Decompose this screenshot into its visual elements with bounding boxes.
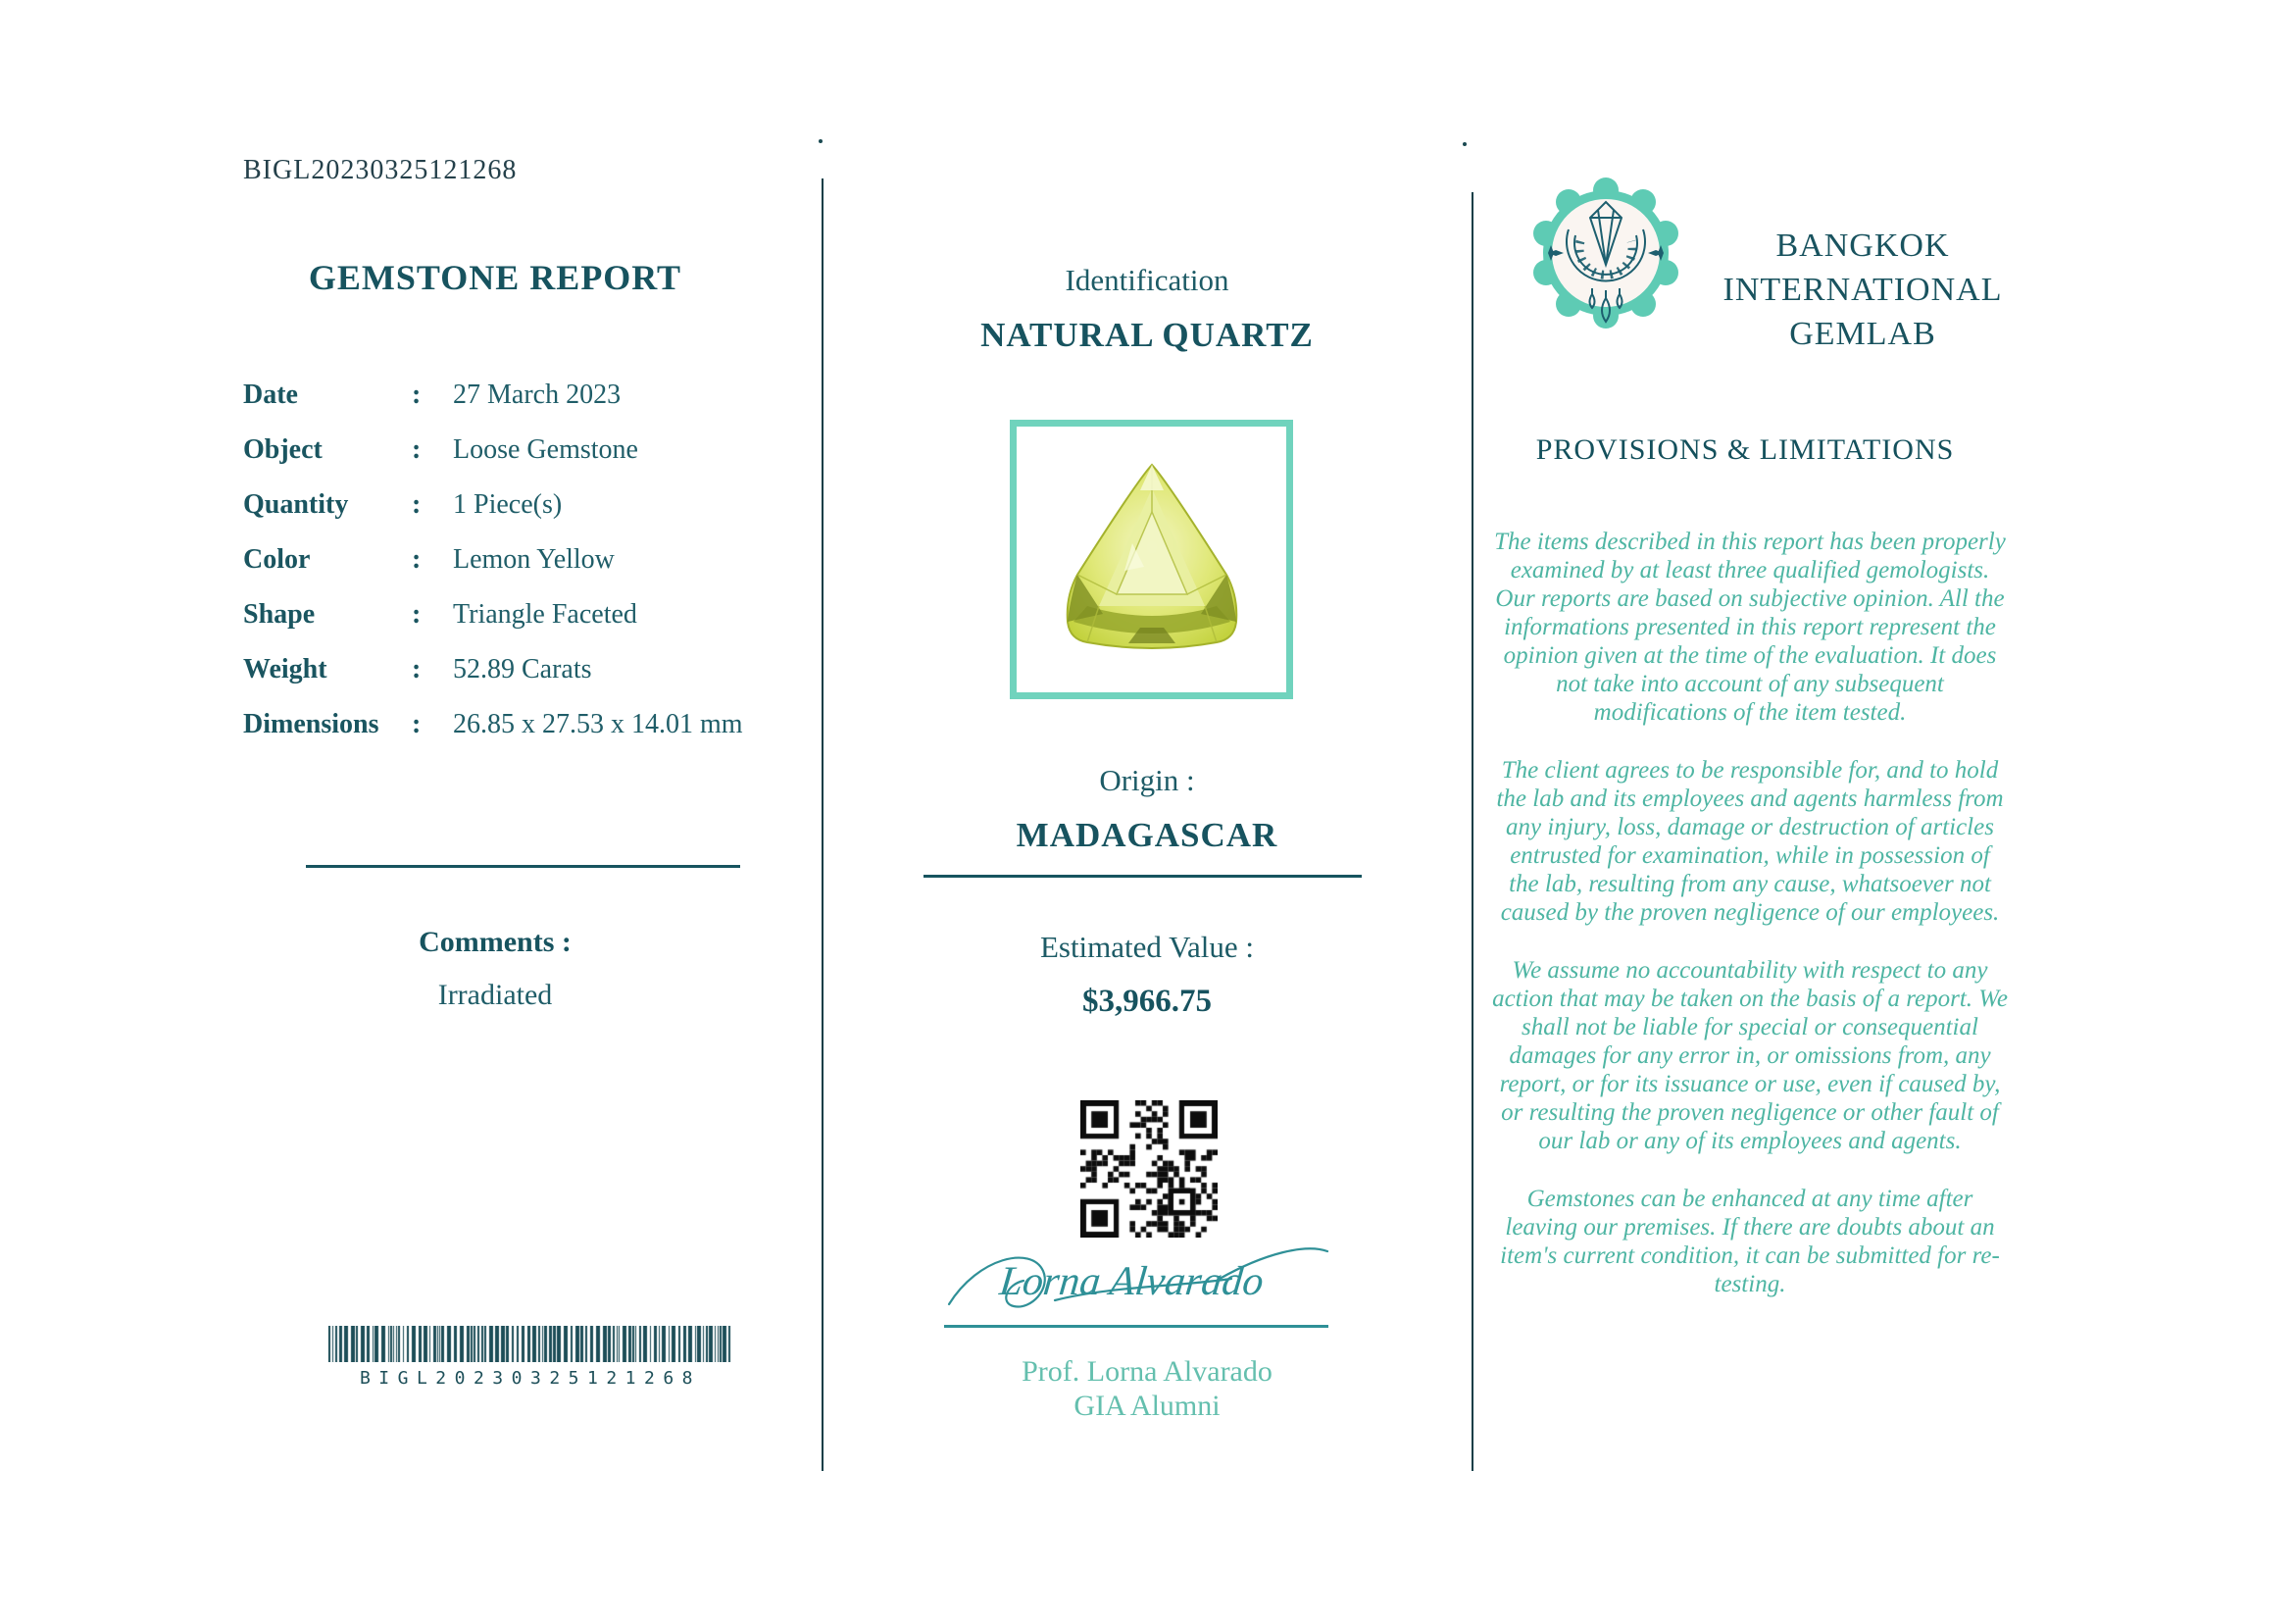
table-row (243, 710, 792, 739)
field-label: Date (243, 380, 298, 410)
table-row (243, 545, 792, 575)
field-label: Quantity (243, 489, 349, 520)
column-divider (1472, 192, 1473, 1471)
signature-name: Lorna Alvarado (997, 1258, 1267, 1304)
field-value: 52.89 Carats (453, 654, 592, 684)
lab-name-line: GEMLAB (1789, 316, 1936, 352)
qr-code (1080, 1100, 1218, 1238)
field-label: Dimensions (243, 709, 379, 739)
table-row (243, 380, 792, 410)
provisions-paragraph: Gemstones can be enhanced at any time after leaving our premises. If there are doubts about an item's current condition, it can be submitted for re-testing. (1500, 1186, 2000, 1297)
field-colon: : (412, 380, 422, 410)
gem-photo (1034, 449, 1270, 670)
field-colon: : (412, 654, 422, 684)
table-row (243, 655, 792, 684)
lab-name (1667, 224, 2059, 356)
provisions-paragraph: We assume no accountability with respect to any action that may be taken on the basis of a report. We shall not be liable for special or consequential damages for any error in, or omissions from, any report, or for its issuance or use, even if caused by, or resulting the proven negligence or other fault of our lab or any of its employees and agents. (1492, 957, 2008, 1154)
field-value: Lemon Yellow (453, 544, 615, 575)
field-label: Shape (243, 599, 316, 630)
field-value: Triangle Faceted (453, 599, 637, 630)
table-row (243, 435, 792, 465)
gem-photo-frame (1010, 420, 1293, 699)
fold-dot (819, 139, 823, 143)
estimated-value-heading: Estimated Value : (1039, 930, 1255, 964)
field-value: 27 March 2023 (453, 380, 622, 410)
origin-value: MADAGASCAR (1016, 816, 1278, 854)
field-colon: : (412, 434, 422, 465)
report-number: BIGL20230325121268 (243, 155, 518, 185)
barcode (328, 1326, 732, 1362)
field-colon: : (412, 489, 422, 520)
identification-heading: Identification (1065, 263, 1229, 297)
table-row (243, 490, 792, 520)
signatory-title: GIA Alumni (1073, 1390, 1221, 1422)
field-label: Weight (243, 654, 327, 684)
comments-divider-line (306, 865, 740, 868)
provisions-body (1492, 528, 2008, 1328)
signature-line (944, 1325, 1328, 1328)
comments-heading: Comments : (419, 926, 572, 958)
signature-script (941, 1228, 1333, 1326)
field-value: Loose Gemstone (453, 434, 638, 465)
signatory-name: Prof. Lorna Alvarado (1022, 1355, 1273, 1388)
lab-name-line: INTERNATIONAL (1722, 272, 2003, 308)
gem-details-table (243, 380, 792, 765)
column-divider (822, 178, 824, 1471)
comments-value: Irradiated (437, 979, 553, 1011)
report-title: GEMSTONE REPORT (308, 258, 682, 297)
field-colon: : (412, 599, 422, 630)
field-label: Color (243, 544, 311, 575)
barcode-text: BIGL20230325121268 (359, 1368, 702, 1389)
signature (941, 1228, 1333, 1326)
fold-dot (1463, 142, 1467, 146)
lab-logo (1532, 173, 1679, 334)
field-value: 1 Piece(s) (453, 489, 563, 520)
identification-result: NATURAL QUARTZ (980, 316, 1314, 354)
provisions-heading: PROVISIONS & LIMITATIONS (1535, 433, 1955, 466)
field-colon: : (412, 544, 422, 575)
table-row (243, 600, 792, 630)
barcode-block (328, 1326, 732, 1389)
field-value: 26.85 x 27.53 x 14.01 mm (453, 709, 743, 739)
field-label: Object (243, 434, 323, 465)
origin-heading: Origin : (1099, 763, 1195, 797)
estimated-value-amount: $3,966.75 (1082, 984, 1212, 1019)
provisions-paragraph: The items described in this report has been properly examined by at least three qualified gemologists. Our reports are based on subjective opinion. All the informations presented in this report represent the opinion given at the time of the evaluation. It does not take into account of any subsequent modifications of the item tested. (1494, 529, 2006, 726)
lab-name-line: BANGKOK (1775, 228, 1950, 264)
origin-divider-line (923, 875, 1362, 878)
provisions-paragraph: The client agrees to be responsible for, and to hold the lab and its employees and agents harmless from any injury, loss, damage or destruction of articles entrusted for examination, while in possession of the lab, resulting from any cause, whatsoever not caused by the proven negligence of our employees. (1496, 757, 2004, 926)
field-colon: : (412, 709, 422, 739)
